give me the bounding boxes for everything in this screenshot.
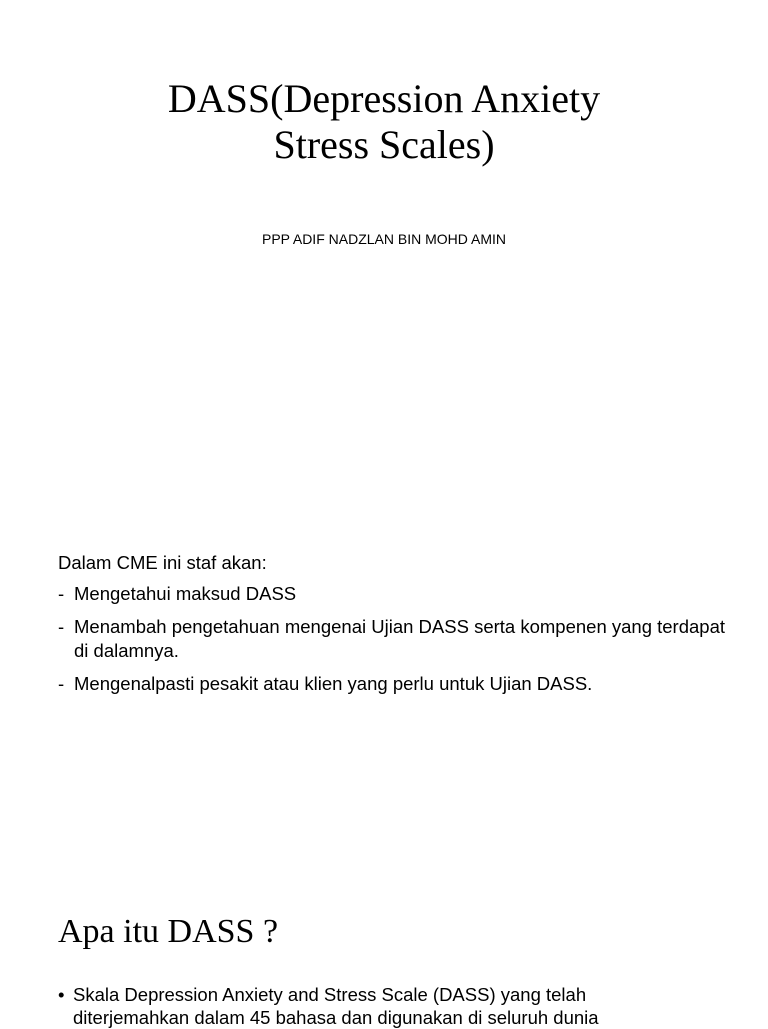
objectives-intro: Dalam CME ini staf akan: — [58, 552, 267, 573]
presenter-name: PPP ADIF NADZLAN BIN MOHD AMIN — [261, 231, 506, 247]
dash-bullet: - — [58, 583, 65, 604]
objective-text: Menambah pengetahuan mengenai Ujian DASS serta kompenen yang terdapat di dalamnya. — [74, 616, 726, 661]
presentation-title — [84, 76, 684, 168]
objective-text: Mengetahui maksud DASS — [74, 583, 297, 604]
bullet-icon: • — [58, 984, 65, 1005]
title-line-2: Stress Scales) — [273, 122, 495, 167]
title-line-1: DASS(Depression Anxiety — [167, 76, 601, 121]
dash-bullet: - — [58, 673, 65, 694]
objectives-slide — [0, 520, 768, 880]
definition-list — [58, 983, 698, 1029]
definition-slide — [0, 880, 768, 1028]
objectives-list — [58, 582, 738, 705]
objective-text: Mengenalpasti pesakit atau klien yang perlu untuk Ujian DASS. — [74, 673, 593, 694]
definition-text: Skala Depression Anxiety and Stress Scale (DASS) yang telah diterjemahkan dalam 45 bahasa dan digunakan di seluruh dunia — [73, 984, 599, 1028]
section-title: Apa itu DASS ? — [58, 913, 279, 950]
list-item — [58, 582, 738, 606]
dash-bullet: - — [58, 616, 65, 637]
list-item — [58, 615, 738, 663]
list-item — [58, 672, 738, 696]
list-item — [58, 983, 698, 1029]
